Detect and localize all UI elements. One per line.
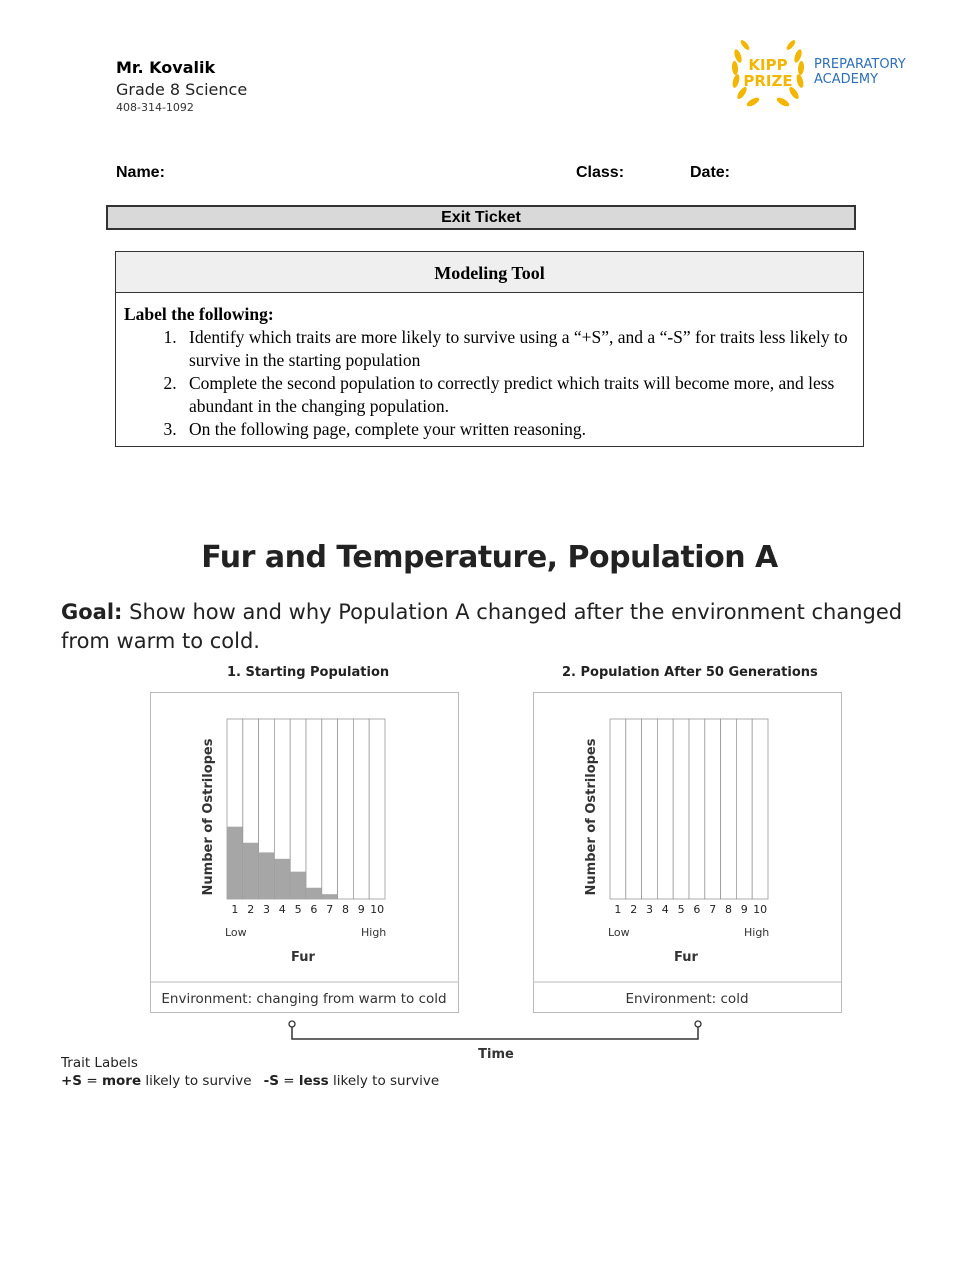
name-label: Name:: [116, 164, 165, 181]
bar-column-9: [353, 719, 369, 899]
x-tick-label: 5: [294, 903, 302, 916]
school-logo: [728, 34, 918, 112]
legend-eq: =: [82, 1073, 102, 1089]
trait-labels-title: Trait Labels: [61, 1055, 138, 1071]
subject: Grade 8 Science: [116, 80, 248, 99]
instructions-list: [124, 326, 855, 441]
legend-eq: =: [278, 1073, 299, 1089]
x-tick-label: 1: [614, 903, 622, 916]
logo-line2: PRIZE: [743, 72, 793, 90]
x-tick-label: 7: [326, 903, 334, 916]
panel-title-starting: 1. Starting Population: [227, 665, 390, 680]
bar-column-6: [689, 719, 705, 899]
phone-number: 408-314-1092: [116, 101, 194, 114]
legend-less-rest: likely to survive: [328, 1073, 440, 1089]
goal-label: Goal:: [61, 600, 123, 624]
x-tick-label: 3: [646, 903, 653, 916]
timeline-start-marker: [289, 1021, 295, 1027]
bar-column-7: [705, 719, 721, 899]
class-label: Class:: [576, 164, 625, 181]
teacher-name: Mr. Kovalik: [116, 58, 216, 77]
bar-5: [290, 872, 306, 899]
x-tick-label: 6: [310, 903, 318, 916]
timeline-end-marker: [695, 1021, 701, 1027]
logo-line1: KIPP: [748, 56, 788, 74]
panel-title-after: 2. Population After 50 Generations: [562, 665, 818, 680]
x-tick-label: 9: [740, 903, 748, 916]
instruction-item: 3. On the following page, complete your written reasoning.: [181, 418, 855, 441]
instruction-item: 2. Complete the second population to correctly predict which traits will become more, and less abundant in the changing population.: [181, 372, 855, 418]
bar-column-9: [736, 719, 752, 899]
bar-column-1: [610, 719, 626, 899]
modeling-tool-box: [115, 251, 864, 447]
bar-1: [227, 827, 243, 899]
bar-4: [274, 859, 290, 899]
bar-column-8: [338, 719, 354, 899]
trait-labels-key: [61, 1073, 439, 1089]
x-tick-label: 8: [342, 903, 349, 916]
environment-label: Environment: cold: [625, 991, 749, 1007]
time-label: Time: [478, 1047, 514, 1062]
goal-text: Show how and why Population A changed after the environment changed from warm to cold.: [61, 600, 903, 653]
x-tick-label: 4: [661, 903, 669, 916]
x-tick-label: 2: [247, 903, 255, 916]
x-tick-label: 4: [278, 903, 286, 916]
figure-title: Fur and Temperature, Population A: [201, 540, 778, 575]
bar-column-4: [657, 719, 673, 899]
timeline: [280, 1018, 710, 1064]
bar-column-5: [673, 719, 689, 899]
bar-column-6: [306, 719, 322, 899]
x-high-label: High: [361, 926, 387, 939]
x-tick-label: 9: [357, 903, 365, 916]
bar-column-8: [721, 719, 737, 899]
x-tick-label: 10: [370, 903, 385, 916]
bar-2: [243, 843, 259, 899]
y-axis-label: Number of Ostrilopes: [201, 738, 216, 896]
x-tick-label: 8: [725, 903, 732, 916]
environment-label: Environment: changing from warm to cold: [161, 991, 447, 1007]
y-axis-label: Number of Ostrilopes: [584, 738, 599, 896]
legend-plus-s: +S: [61, 1073, 83, 1089]
bar-3: [259, 852, 275, 899]
x-tick-label: 5: [677, 903, 685, 916]
bar-column-10: [752, 719, 768, 899]
bar-6: [306, 888, 322, 899]
bar-column-7: [322, 719, 338, 899]
legend-more-rest: likely to survive: [141, 1073, 252, 1089]
instruction-item: 1. Identify which traits are more likely to survive using a “+S”, and a “-S” for traits less likely to survive in the starting population: [181, 326, 855, 372]
bar-column-10: [369, 719, 385, 899]
chart-starting-population: [150, 692, 460, 1014]
chart-after-50-generations: [533, 692, 843, 1014]
bar-column-3: [642, 719, 658, 899]
x-tick-label: 1: [231, 903, 239, 916]
x-tick-label: 10: [753, 903, 768, 916]
x-low-label: Low: [225, 926, 247, 939]
instructions-lead: Label the following:: [124, 304, 274, 324]
legend-more: more: [101, 1073, 142, 1089]
x-axis-label: Fur: [674, 950, 698, 965]
timeline-bracket: [292, 1027, 698, 1039]
date-label: Date:: [690, 164, 731, 181]
exit-ticket-banner: Exit Ticket: [106, 205, 856, 230]
x-tick-label: 2: [630, 903, 638, 916]
x-low-label: Low: [608, 926, 630, 939]
goal-statement: [61, 598, 931, 656]
bar-column-2: [626, 719, 642, 899]
x-tick-label: 7: [709, 903, 717, 916]
modeling-tool-title: Modeling Tool: [116, 252, 863, 293]
x-tick-label: 6: [693, 903, 701, 916]
bar-7: [322, 894, 338, 899]
logo-org-line2: ACADEMY: [814, 72, 879, 87]
x-high-label: High: [744, 926, 770, 939]
x-tick-label: 3: [263, 903, 270, 916]
x-axis-label: Fur: [291, 950, 315, 965]
legend-minus-s: -S: [263, 1073, 279, 1089]
logo-org-line1: PREPARATORY: [814, 57, 906, 72]
legend-less: less: [298, 1073, 329, 1089]
